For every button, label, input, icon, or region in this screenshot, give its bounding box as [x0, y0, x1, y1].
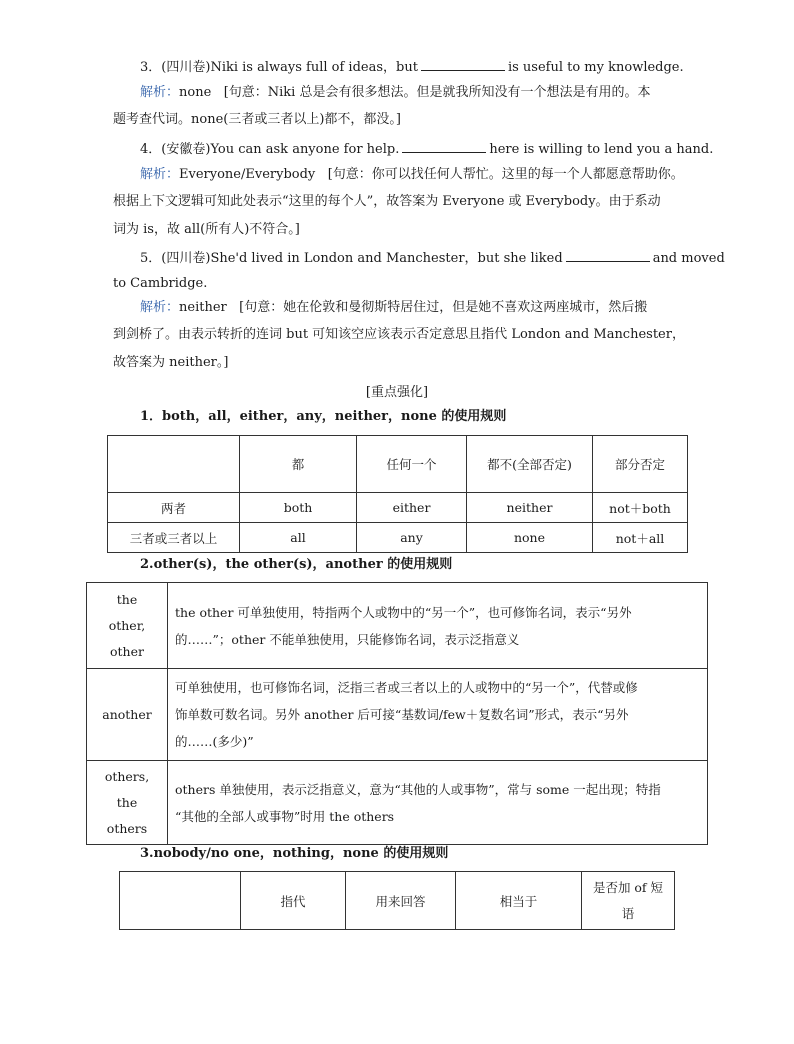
rule2-table [86, 582, 708, 845]
table-row [87, 583, 708, 669]
q4-explanation-cont2: 词为 is，故 all(所有人)不符合。] [113, 222, 300, 237]
table-row [108, 436, 688, 493]
term-cell: another [87, 669, 168, 761]
table-row [108, 493, 688, 523]
table-cell: 是否加 of 短 语 [582, 872, 675, 930]
table-cell: both [240, 493, 357, 523]
table-cell: 用来回答 [346, 872, 456, 930]
q4-line1: 4．(安徽卷)You can ask anyone for help. here is willing to lend you a hand. [140, 139, 710, 159]
table-cell: none [467, 523, 593, 553]
table-cell: 三者或三者以上 [108, 523, 240, 553]
q4-explanation: 解析：Everyone/Everybody [句意：你可以找任何人帮忙。这里的每一个人都愿意帮助你。 [140, 167, 684, 182]
rule2-title: 2.other(s)，the other(s)，another 的使用规则 [140, 557, 453, 572]
q3-line1: 3．(四川卷)Niki is always full of ideas，but is useful to my knowledge. [140, 57, 710, 77]
table-cell: 都不(全部否定) [467, 436, 593, 493]
table-cell [108, 436, 240, 493]
q5-line1: 5．(四川卷)She'd lived in London and Manchester，but she liked and moved [140, 248, 710, 268]
table-cell: 两者 [108, 493, 240, 523]
q3-explanation-cont: 题考查代词。none(三者或三者以上)都不，都没。] [113, 112, 401, 127]
q5-explanation-cont2: 故答案为 neither。] [113, 355, 229, 370]
rule3-title: 3.nobody/no one，nothing，none 的使用规则 [140, 846, 449, 861]
q5-explanation: 解析：neither [句意：她在伦敦和曼彻斯特居住过，但是她不喜欢这两座城市，然后搬 [140, 300, 648, 315]
table-row [120, 872, 675, 930]
table-cell: 指代 [241, 872, 346, 930]
table-cell: 相当于 [456, 872, 582, 930]
table-row [87, 669, 708, 761]
rule3-table [119, 871, 675, 930]
desc-cell: 可单独使用，也可修饰名词，泛指三者或三者以上的人或物中的“另一个”，代替或修 饰单数可数名词。另外 another 后可接“基数词/few＋复数名词”形式，表示“另外 的……(多少)” [168, 669, 708, 761]
table-cell: any [357, 523, 467, 553]
table-cell: 任何一个 [357, 436, 467, 493]
blank [566, 248, 650, 262]
section-title: [重点强化] [365, 385, 429, 400]
rule1-table [107, 435, 688, 553]
desc-cell: others 单独使用，表示泛指意义，意为“其他的人或事物”，常与 some 一起出现；特指 “其他的全部人或事物”时用 the others [168, 761, 708, 845]
table-cell: 都 [240, 436, 357, 493]
table-cell: all [240, 523, 357, 553]
desc-cell: the other 可单独使用，特指两个人或物中的“另一个”，也可修饰名词，表示“另外 的……”；other 不能单独使用，只能修饰名词，表示泛指意义 [168, 583, 708, 669]
q4-explanation-cont: 根据上下文逻辑可知此处表示“这里的每个人”，故答案为 Everyone 或 Everybody。由于系动 [113, 194, 661, 209]
table-row [87, 761, 708, 845]
table-cell: not＋all [593, 523, 688, 553]
table-cell: 部分否定 [593, 436, 688, 493]
term-cell: others, the others [87, 761, 168, 845]
table-cell: not＋both [593, 493, 688, 523]
q5-line2: to Cambridge. [113, 276, 208, 291]
table-cell: either [357, 493, 467, 523]
blank [402, 139, 486, 153]
term-cell: the other, other [87, 583, 168, 669]
table-cell [120, 872, 241, 930]
q5-explanation-cont: 到剑桥了。由表示转折的连词 but 可知该空应该表示否定意思且指代 London and Manchester， [113, 327, 685, 342]
rule1-title: 1．both，all，either，any，neither，none 的使用规则 [140, 409, 507, 424]
table-row [108, 523, 688, 553]
table-cell: neither [467, 493, 593, 523]
blank [421, 57, 505, 71]
q3-explanation: 解析：none [句意：Niki 总是会有很多想法。但是就我所知没有一个想法是有用的。本 [140, 85, 651, 100]
